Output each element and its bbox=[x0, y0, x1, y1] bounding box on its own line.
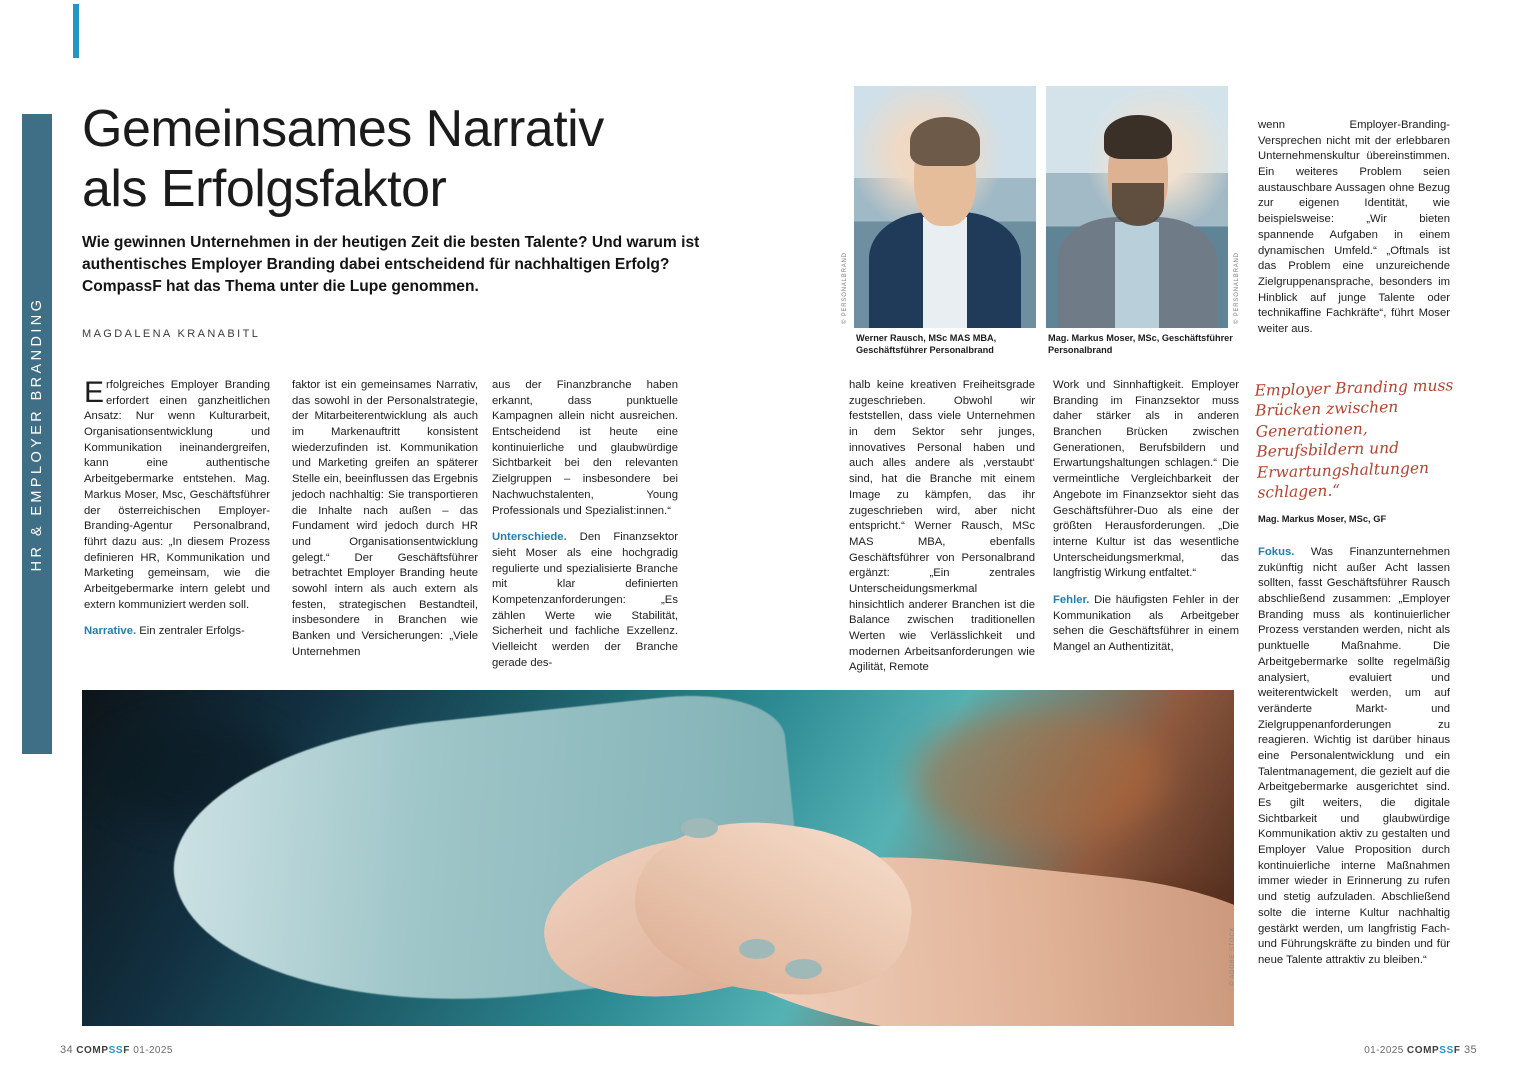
hero-image-handshake bbox=[82, 690, 1234, 1026]
bokeh bbox=[911, 710, 1164, 844]
paragraph: Work und Sinnhaftigkeit. Employer Branding im Finanzsektor muss daher stärker als in anderen Branchen Brücken zwischen Generationen, Berufsbildern und Erwartungshaltungen schlagen.“ Die vermeintliche Vergleichbarkeit der Angebote im Finanzsektor sieht das Geschäftsführer-Duo als eine der größten Herausforderungen. „Die interne Kultur ist das wesentliche Unterscheidungsmerkmal, das langfristig Wirkung entfaltet.“ bbox=[1053, 379, 1239, 580]
photo-caption-1: Werner Rausch, MSc MAS MBA, Geschäftsführer Personalbrand bbox=[856, 333, 997, 355]
paragraph bbox=[1258, 545, 1450, 969]
brand-part-b: SS bbox=[108, 1045, 124, 1056]
brand-part-a: COMP bbox=[76, 1045, 109, 1056]
accent-rule bbox=[73, 4, 79, 58]
brand-mark-right bbox=[1407, 1045, 1464, 1056]
paragraph: faktor ist ein gemeinsames Narrativ, das sowohl in der Personalstrategie, der Mitarbeiterentwicklung als auch im Markenauftritt konsistent wiederzufinden ist. Kommunikation und Marketing greifen an späterer Stelle ein, beeinflussen das Ergebnis jedoch nachhaltig: Sie transportieren die Inhalte nach außen – das Fundament wird jedoch durch HR und Organisationsentwicklung gelegt.“ Der Geschäftsführer betrachtet Employer Branding heute sowohl intern als auch extern als festen, strategischen Bestandteil, insbesondere in Branchen wie Banken und Versicherungen: „Viele Unternehmen bbox=[292, 379, 478, 658]
lead-in-fokus: Fokus. bbox=[1258, 546, 1295, 558]
paragraph bbox=[84, 624, 270, 640]
body-column-2 bbox=[292, 378, 478, 671]
body-column-5 bbox=[1053, 378, 1239, 667]
hero-nail bbox=[739, 939, 776, 959]
body-column-4 bbox=[849, 378, 1035, 687]
drop-cap: E bbox=[84, 376, 105, 409]
page-title bbox=[82, 100, 782, 220]
body-column-6-top bbox=[1258, 118, 1450, 349]
photo-credit-2: © PERSONALBRAND bbox=[1234, 252, 1240, 324]
photo-shirt bbox=[923, 217, 967, 328]
pull-quote-attribution: Mag. Markus Moser, MSc, GF bbox=[1258, 514, 1387, 524]
standfirst: Wie gewinnen Unternehmen in der heutigen Zeit die besten Talente? Und warum ist authentisches Employer Branding dabei entscheidend für nachhaltigen Erfolg? CompassF hat das Thema unter die Lupe genommen. bbox=[82, 234, 700, 296]
hero-nail bbox=[785, 959, 822, 979]
photo-caption-2: Mag. Markus Moser, MSc, Geschäftsführer Personalbrand bbox=[1048, 333, 1233, 355]
paragraph bbox=[84, 378, 270, 613]
headline-line-1: Gemeinsames Narrativ bbox=[82, 100, 604, 158]
footer-left bbox=[60, 1044, 173, 1056]
photo-credit-1: © PERSONALBRAND bbox=[842, 252, 848, 324]
issue-left: 01-2025 bbox=[133, 1045, 173, 1056]
body-column-6-bottom bbox=[1258, 545, 1450, 980]
paragraph bbox=[492, 530, 678, 671]
photo-hair bbox=[910, 117, 979, 165]
paragraph-text: rfolgreiches Employer Branding erfordert einen ganzheitlichen Ansatz: Nur wenn Kulturarbeit, Organisationsentwicklung und Kommunikation ineinandergreifen, kann eine authentische Arbeitgebermarke entstehen. Mag. Markus Moser, Msc, Geschäftsführer der österreichischen Employer-Branding-Agentur Personalbrand, führt dazu aus: „In diesem Prozess definieren HR, Kommunikation und Marketing gemeinsam, wie die Arbeitgebermarke intern gelebt und extern kommuniziert werden soll. bbox=[84, 379, 270, 611]
pull-quote: Employer Branding muss Brücken zwischen Generationen, Berufsbildern und Erwartungshaltungen schlagen.“ bbox=[1254, 376, 1454, 503]
paragraph-text: Den Finanzsektor sieht Moser als eine hochgradig regulierte und spezialisierte Branche mit klar definierten Kompetenzanforderungen: „Es zählen Werte wie Stabilität, Sicherheit und fachliche Exzellenz. Vielleicht werden der Branche gerade des- bbox=[492, 531, 678, 669]
body-column-3 bbox=[492, 378, 678, 682]
portrait-photo-moser bbox=[1046, 86, 1228, 328]
section-tab-label: HR & EMPLOYER BRANDING bbox=[29, 296, 45, 572]
hero-nail bbox=[681, 818, 718, 838]
paragraph: aus der Finanzbranche haben erkannt, dass punktuelle Kampagnen allein nicht ausreichen. Entscheidend ist heute eine kontinuierliche und glaubwürdige Sichtbarkeit bei den relevanten Zielgruppen – insbesondere bei Nachwuchstalenten, Young Professionals und Spezialist:innen.“ bbox=[492, 379, 678, 517]
lead-in-narrative: Narrative. bbox=[84, 625, 137, 638]
paragraph-text: Ein zentraler Erfolgs- bbox=[136, 625, 245, 638]
section-tab bbox=[22, 114, 52, 754]
brand-part-a: COMP bbox=[1406, 1045, 1440, 1056]
issue-right: 01-2025 bbox=[1364, 1045, 1404, 1056]
brand-part-b: SS bbox=[1439, 1045, 1454, 1056]
footer-right bbox=[1364, 1044, 1477, 1056]
brand-part-c: F bbox=[123, 1045, 130, 1056]
headline-line-2: als Erfolgsfaktor bbox=[82, 159, 447, 218]
paragraph: halb keine kreativen Freiheitsgrade zugeschrieben. Obwohl wir feststellen, dass viele Unternehmen in dem Sektor sehr junges, innovatives Personal haben und auch alles andere als ,verstaubt‘ sind, hat die Branche mit einem Image zu kämpfen, das ihr zugeschrieben wird, aber nicht entspricht.“ Werner Rausch, MSc MAS MBA, ebenfalls Geschäftsführer von Personalbrand ergänzt: „Ein zentrales Unterscheidungsmerkmal hinsichtlich anderer Branchen ist die Balance zwischen traditionellen Werten wie Verlässlichkeit und modernen Arbeitsanforderungen wie Agilität, Remote bbox=[849, 379, 1035, 674]
paragraph-text: Die häufigsten Fehler in der Kommunikation als Arbeitgeber sehen die Geschäftsführer in einem Mangel an Authentizität, bbox=[1053, 593, 1239, 653]
hero-image-credit: © ADOBE STOCK bbox=[1230, 926, 1236, 986]
portrait-photo-rausch bbox=[854, 86, 1036, 328]
photo-hair bbox=[1104, 115, 1171, 159]
body-column-1 bbox=[84, 378, 270, 651]
brand-part-c: F bbox=[1453, 1045, 1461, 1056]
byline: MAGDALENA KRANABITL bbox=[82, 328, 261, 340]
brand-mark-left bbox=[76, 1045, 133, 1056]
lead-in-unterschiede: Unterschiede. bbox=[492, 531, 567, 544]
paragraph-text: Was Finanzunternehmen zukünftig nicht außer Acht lassen sollten, fasst Geschäftsführer Rausch abschließend zusammen: „Employer Branding muss als kontinuierlicher Prozess verstanden werden, nicht als punktuelle Maßnahme. Die Arbeitgebermarke sollte regelmäßig analysiert, evaluiert und weiterentwickelt werden, um auf veränderte Markt- und Zielgruppenanforderungen zu reagieren. Wichtig ist darüber hinaus eine Personalentwicklung und ein Talentmanagement, die gezielt auf die Arbeitgebermarke ausgerichtet sind. Es gilt weiters, die digitale Sichtbarkeit und glaubwürdige Kommunikation aktiv zu gestalten und Employer Value Proposition durch kontinuierliche interne Maßnahmen immer wieder in Erinnerung zu rufen und stetig aufzuladen. Abschließend solte die interne Kultur nachhaltig gestärkt werden, um langfristig Fach- und Führungskräfte zu binden und für neue Talente attraktiv zu bleiben.“ bbox=[1258, 546, 1450, 966]
paragraph: wenn Employer-Branding-Versprechen nicht mit der erlebbaren Unternehmenskultur übereinstimmen. Ein weiteres Problem seien austauschbare Aussagen ohne Bezug zur eigenen Identität, wie beispielsweise: „Wir bieten spannende Aufgaben in einem dynamischen Umfeld.“ „Oftmals ist das Problem eine unzureichende Zielgruppenansprache, besonders im Hinblick auf junge Talente oder technikaffine Fachkräfte“, führt Moser weiter aus. bbox=[1258, 119, 1450, 335]
paragraph bbox=[1053, 593, 1239, 656]
photo-shirt bbox=[1115, 222, 1159, 328]
lead-in-fehler: Fehler. bbox=[1053, 593, 1090, 606]
page-number-left: 34 bbox=[60, 1044, 74, 1056]
page-number-right: 35 bbox=[1463, 1044, 1477, 1056]
